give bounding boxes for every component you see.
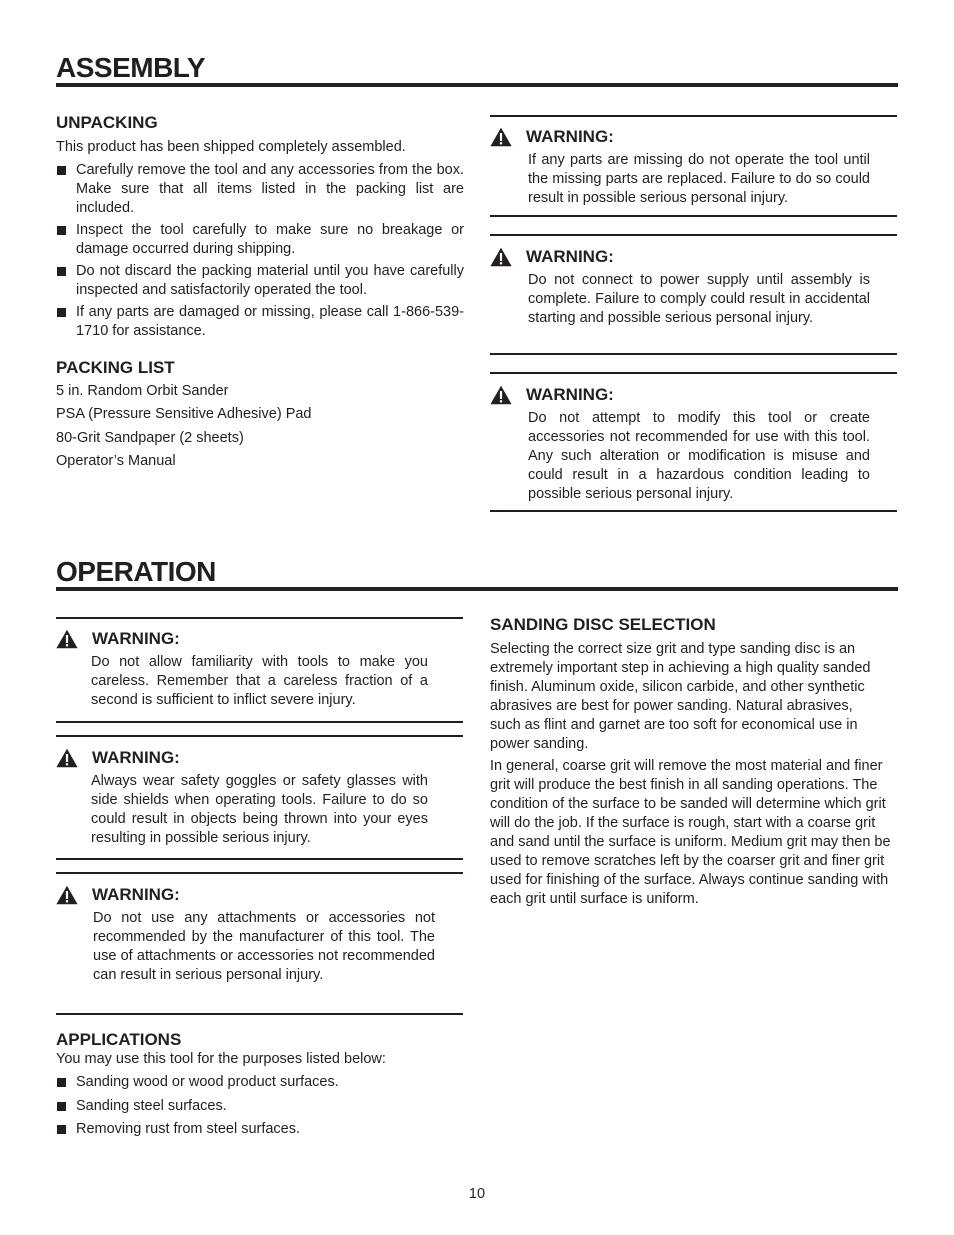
warning-triangle-icon (490, 247, 512, 267)
warning-title: WARNING: (526, 127, 614, 146)
warning-triangle-icon (56, 748, 78, 768)
warning-text: If any parts are missing do not operate the tool until the missing parts are replaced. Failure to do so could result in possible serious personal injury. (528, 152, 870, 206)
warning-top-rule (490, 234, 897, 236)
packing-list-heading: PACKING LIST (56, 358, 175, 377)
warning-top-rule (56, 617, 463, 619)
warning-box (490, 246, 870, 328)
warning-box (56, 747, 436, 848)
bullet-square-icon (57, 1102, 66, 1111)
warning-triangle-icon (490, 385, 512, 405)
warning-box (56, 628, 436, 710)
assembly-title-rule (56, 83, 898, 87)
applications-heading: APPLICATIONS (56, 1030, 182, 1049)
packing-list (56, 382, 466, 475)
applications-intro: You may use this tool for the purposes listed below: (56, 1051, 386, 1067)
list-item: 80-Grit Sandpaper (2 sheets) (56, 429, 244, 446)
warning-bottom-rule (56, 858, 463, 860)
page-number: 10 (468, 1186, 486, 1202)
warning-bottom-rule (56, 1013, 463, 1015)
list-item: Do not discard the packing material until you have carefully inspected and satisfactorily operated the tool. (56, 262, 464, 300)
list-item: PSA (Pressure Sensitive Adhesive) Pad (56, 406, 312, 423)
unpacking-list (56, 161, 464, 344)
unpacking-heading: UNPACKING (56, 113, 158, 132)
warning-text: Always wear safety goggles or safety glasses with side shields when operating tools. Failure to do so could result in objects being thrown into your eyes resulting in possible serious injury. (91, 773, 428, 846)
operation-title: OPERATION (56, 556, 216, 587)
sanding-disc-heading: SANDING DISC SELECTION (490, 615, 716, 634)
list-item: 5 in. Random Orbit Sander (56, 383, 229, 399)
bullet-square-icon (57, 226, 66, 235)
bullet-square-icon (57, 1078, 66, 1087)
warning-title: WARNING: (526, 247, 614, 266)
warning-bottom-rule (56, 721, 463, 723)
warning-box (490, 126, 870, 208)
warning-text: Do not attempt to modify this tool or create accessories not recommended for use with this tool. Any such alteration or modification is misuse and could result in a hazardous condition leading to possible serious personal injury. (528, 410, 870, 502)
list-item: Carefully remove the tool and any accessories from the box. Make sure that all items listed in the packing list are included. (56, 161, 464, 218)
warning-top-rule (56, 872, 463, 874)
warning-text: Do not allow familiarity with tools to make you careless. Remember that a careless fraction of a second is sufficient to inflict severe injury. (91, 654, 428, 708)
warning-bottom-rule (490, 215, 897, 217)
warning-box (56, 884, 436, 985)
unpacking-intro: This product has been shipped completely assembled. (56, 139, 406, 155)
sanding-disc-paragraph: Selecting the correct size grit and type sanding disc is an extremely important step in achieving a high quality sanded finish. Aluminum oxide, silicon carbide, and other synthetic abrasives are best for power sanding. Natural abrasives, such as flint and garnet are too soft for economical use in power sanding. (490, 641, 871, 752)
bullet-square-icon (57, 1125, 66, 1134)
warning-bottom-rule (490, 510, 897, 512)
warning-title: WARNING: (92, 885, 180, 904)
bullet-square-icon (57, 267, 66, 276)
warning-triangle-icon (56, 885, 78, 905)
warning-box (490, 384, 870, 504)
warning-text: Do not use any attachments or accessories not recommended by the manufacturer of this tool. The use of attachments or accessories not recommended can result in serious personal injury. (93, 910, 435, 983)
list-item: Operator’s Manual (56, 452, 176, 469)
warning-text: Do not connect to power supply until assembly is complete. Failure to comply could result in accidental starting and possible serious personal injury. (528, 272, 870, 326)
warning-title: WARNING: (92, 629, 180, 648)
warning-top-rule (490, 115, 897, 117)
operation-title-rule (56, 587, 898, 591)
warning-title: WARNING: (92, 748, 180, 767)
warning-title: WARNING: (526, 385, 614, 404)
assembly-title: ASSEMBLY (56, 52, 206, 83)
list-item: Removing rust from steel surfaces. (56, 1120, 464, 1139)
applications-list (56, 1073, 464, 1142)
warning-triangle-icon (490, 127, 512, 147)
warning-bottom-rule (490, 353, 897, 355)
bullet-square-icon (57, 166, 66, 175)
list-item: Inspect the tool carefully to make sure no breakage or damage occurred during shipping. (56, 221, 464, 259)
list-item: If any parts are damaged or missing, please call 1-866-539-1710 for assistance. (56, 303, 464, 341)
bullet-square-icon (57, 308, 66, 317)
list-item: Sanding wood or wood product surfaces. (56, 1073, 464, 1092)
list-item: Sanding steel surfaces. (56, 1097, 464, 1116)
sanding-disc-paragraph: In general, coarse grit will remove the most material and finer grit will produce the best finish in all sanding operations. The condition of the surface to be sanded will determine which grit will do the job. If the surface is rough, start with a coarse grit and sand until the surface is uniform. Medium grit may then be used to remove scratches left by the coarser grit and finer grit used for finishing of the surface. Always continue sanding with each grit until surface is uniform. (490, 758, 891, 907)
warning-top-rule (490, 372, 897, 374)
warning-triangle-icon (56, 629, 78, 649)
warning-top-rule (56, 735, 463, 737)
